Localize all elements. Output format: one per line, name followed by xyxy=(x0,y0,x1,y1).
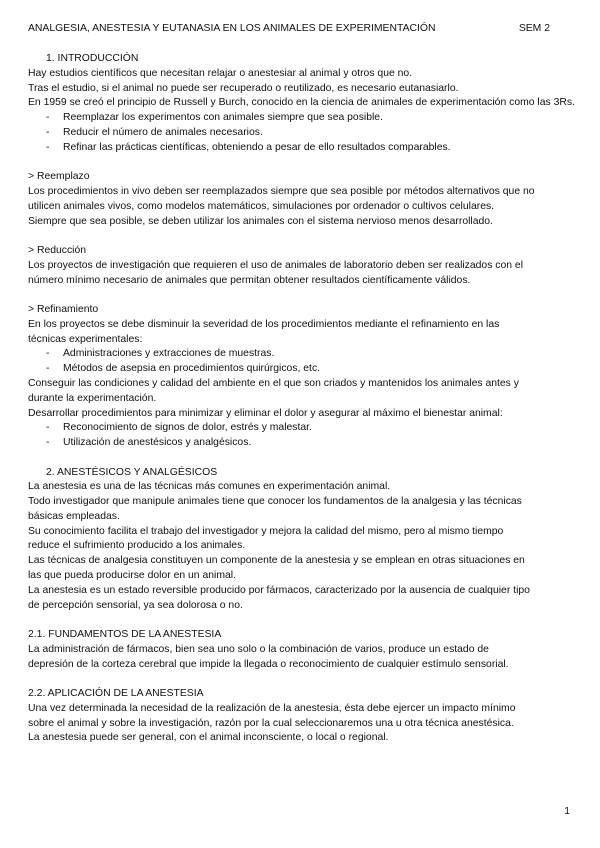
paragraph-line: reduce el sufrimiento producido a los animales. xyxy=(28,540,246,552)
paragraph-line: básicas empleadas. xyxy=(28,510,120,522)
list-item: - Reducir el número de animales necesarios. xyxy=(28,126,576,141)
section-heading-introduccion: 1. INTRODUCCIÓN xyxy=(46,53,139,64)
paragraph-line: Siempre que sea posible, se deben utilizar los animales con el sistema nervioso menos desarrollado. xyxy=(28,215,493,227)
paragraph-line: Todo investigador que manipule animales tiene que conocer los fundamentos de la analgesia y las técnicas xyxy=(28,496,522,508)
subsection-heading-aplicacion: 2.2. APLICACIÓN DE LA ANESTESIA xyxy=(28,688,204,700)
list-item: - Reconocimiento de signos de dolor, estrés y malestar. xyxy=(28,421,576,436)
paragraph-line: utilicen animales vivos, como modelos matemáticos, simulaciones por ordenador o cultivos celulares. xyxy=(28,200,495,212)
page-number: 1 xyxy=(564,806,570,817)
subsection-heading-reduccion: > Reducción xyxy=(28,244,87,256)
document-title: ANALGESIA, ANESTESIA Y EUTANASIA EN LOS ANIMALES DE EXPERIMENTACIÓN xyxy=(28,23,436,34)
section-heading-anestesicos: 2. ANESTÉSICOS Y ANALGÉSICOS xyxy=(46,466,218,478)
document-page xyxy=(28,22,576,746)
paragraph-line: las que pueda producirse dolor en un animal. xyxy=(28,570,236,582)
semester-label: SEM 2 xyxy=(518,23,550,34)
paragraph-line: Conseguir las condiciones y calidad del ambiente en el que son criados y mantenidos los animales antes y xyxy=(28,377,519,389)
paragraph-line: La anestesia es un estado reversible producido por fármacos, caracterizado por la ausencia de cualquier tipo xyxy=(28,584,530,596)
paragraph-line: Las técnicas de analgesia constituyen un componente de la anestesia y se emplean en otras situaciones en xyxy=(28,555,525,567)
paragraph-line: La administración de fármacos, bien sea uno solo o la combinación de varios, produce un estado de xyxy=(28,643,489,655)
paragraph-line: de percepción sensorial, ya sea dolorosa o no. xyxy=(28,599,243,611)
paragraph-line: técnicas experimentales: xyxy=(28,333,143,345)
paragraph-line: La anestesia es una de las técnicas más comunes en experimentación animal. xyxy=(28,481,391,493)
paragraph-line: Desarrollar procedimientos para minimizar y eliminar el dolor y asegurar al máximo el bienestar animal: xyxy=(28,407,503,419)
subsection-heading-reemplazo: > Reemplazo xyxy=(28,171,90,183)
subsection-heading-refinamiento: > Refinamiento xyxy=(28,303,99,315)
paragraph-line: Una vez determinada la necesidad de la realización de la anestesia, ésta debe ejercer un impacto mínimo xyxy=(28,702,516,714)
paragraph-line: Su conocimiento facilita el trabajo del investigador y mejora la calidad del mismo, pero al mismo tiempo xyxy=(28,525,504,537)
paragraph-line: En 1959 se creó el principio de Russell y Burch, conocido en la ciencia de animales de experimentación como las 3Rs. xyxy=(28,97,575,109)
list-item: - Administraciones y extracciones de muestras. xyxy=(28,347,576,362)
paragraph-line: Los proyectos de investigación que requieren el uso de animales de laboratorio deben ser realizados con el xyxy=(28,259,524,271)
page-header xyxy=(28,22,576,36)
paragraph-line: En los proyectos se debe disminuir la severidad de los procedimientos mediante el refinamiento en las xyxy=(28,318,500,330)
list-item: - Reemplazar los experimentos con animales siempre que sea posible. xyxy=(28,111,576,126)
list-item: - Métodos de asepsia en procedimientos quirúrgicos, etc. xyxy=(28,362,576,377)
paragraph-line: sobre el animal y sobre la investigación, razón por la cual seleccionaremos una u otra técnica anestésica. xyxy=(28,717,514,729)
paragraph-line: Tras el estudio, si el animal no puede ser recuperado o reutilizado, es necesario eutanasiarlo. xyxy=(28,82,459,94)
list-item: - Refinar las prácticas científicas, obteniendo a pesar de ello resultados comparables. xyxy=(28,141,576,156)
list-item: - Utilización de anestésicos y analgésicos. xyxy=(28,436,576,451)
paragraph-line: durante la experimentación. xyxy=(28,392,157,404)
subsection-heading-fundamentos: 2.1. FUNDAMENTOS DE LA ANESTESIA xyxy=(28,629,222,641)
paragraph-line: La anestesia puede ser general, con el animal inconsciente, o local o regional. xyxy=(28,732,389,744)
paragraph-line: depresión de la corteza cerebral que impide la llegada o reconocimiento de cualquier estímulo sensorial. xyxy=(28,658,509,670)
paragraph-line: número mínimo necesario de animales que permitan obtener resultados científicamente válidos. xyxy=(28,274,471,286)
paragraph-line: Hay estudios científicos que necesitan relajar o anestesiar al animal y otros que no. xyxy=(28,67,413,79)
paragraph-line: Los procedimientos in vivo deben ser reemplazados siempre que sea posible por métodos alternativos que no xyxy=(28,185,535,197)
